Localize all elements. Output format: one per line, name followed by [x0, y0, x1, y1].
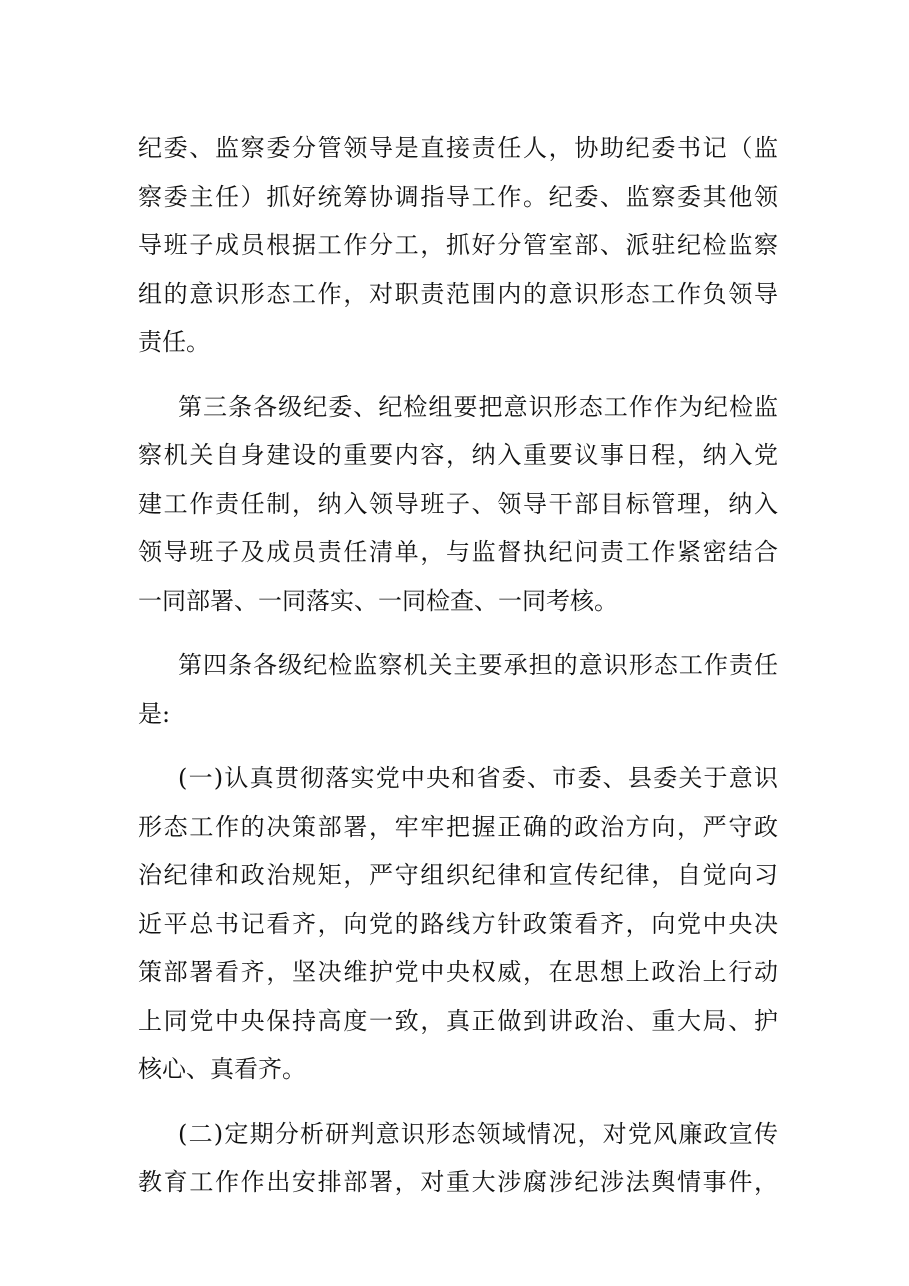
paragraph-gap	[138, 738, 778, 754]
text-line: 察机关自身建设的重要内容，纳入重要议事日程，纳入党	[138, 441, 778, 469]
text-line: 建工作责任制，纳入领导班子、领导干部目标管理，纳入	[138, 489, 778, 518]
text-line: 组的意识形态工作，对职责范围内的意识形态工作负领导	[138, 279, 778, 308]
paragraph-item-1	[138, 754, 778, 1094]
text-line: 第三条各级纪委、纪检组要把意识形态工作作为纪检监	[178, 392, 778, 421]
paragraph-gap	[138, 1094, 778, 1110]
text-line: 领导班子及成员责任清单，与监督执纪问责工作紧密结合	[138, 538, 778, 566]
text-line: 上同党中央保持高度一致，真正做到讲政治、重大局、护	[138, 1006, 778, 1035]
paragraph-gap	[138, 367, 778, 383]
text-line: 教育工作作出安排部署，对重大涉腐涉纪涉法舆情事件，	[138, 1168, 778, 1196]
text-line: 纪委、监察委分管领导是直接责任人，协助纪委书记（监	[138, 134, 778, 162]
text-line: 第四条各级纪检监察机关主要承担的意识形态工作责任	[178, 651, 778, 679]
paragraph-responsibility-leaders	[138, 124, 778, 367]
text-line: 核心、真看齐。	[138, 1055, 306, 1083]
text-line: 策部署看齐，坚决维护党中央权威，在思想上政治上行动	[138, 958, 778, 986]
document-body	[138, 124, 778, 1207]
text-line: 察委主任）抓好统筹协调指导工作。纪委、监察委其他领	[138, 182, 778, 211]
paragraph-item-2	[138, 1110, 778, 1207]
text-line: 导班子成员根据工作分工，抓好分管室部、派驻纪检监察	[138, 231, 778, 259]
text-line: 形态工作的决策部署，牢牢把握正确的政治方向，严守政	[138, 812, 778, 841]
text-line: 近平总书记看齐，向党的路线方针政策看齐，向党中央决	[138, 909, 778, 938]
paragraph-gap	[138, 625, 778, 641]
text-line: (一)认真贯彻落实党中央和省委、市委、县委关于意识	[178, 764, 778, 792]
paragraph-article-4	[138, 641, 778, 738]
paragraph-article-3	[138, 383, 778, 626]
text-line: 一同部署、一同落实、一同检查、一同考核。	[138, 586, 618, 615]
text-line: 是:	[138, 699, 171, 728]
text-line: 责任。	[138, 328, 210, 356]
text-line: 治纪律和政治规矩，严守组织纪律和宣传纪律，自觉向习	[138, 861, 778, 889]
text-line: (二)定期分析研判意识形态领域情况，对党风廉政宣传	[178, 1119, 778, 1148]
